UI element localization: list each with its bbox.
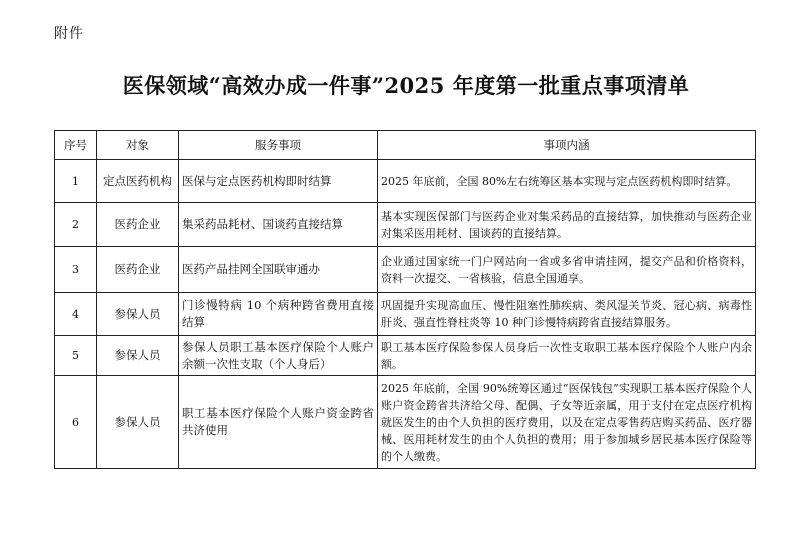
- row-object: 医药企业: [97, 247, 179, 293]
- row-object: 定点医药机构: [97, 160, 179, 203]
- attachment-label: 附件: [54, 26, 84, 42]
- row-object: 参保人员: [97, 293, 179, 336]
- row-service: 职工基本医疗保险个人账户资金跨省共济使用: [179, 376, 378, 469]
- row-service: 医药产品挂网全国联审通办: [179, 247, 378, 293]
- row-number: 2: [55, 203, 97, 247]
- row-object: 参保人员: [97, 336, 179, 376]
- table-row: [55, 376, 756, 469]
- row-number: 5: [55, 336, 97, 376]
- row-content: 巩固提升实现高血压、慢性阻塞性肺疾病、类风湿关节炎、冠心病、病毒性肝炎、强直性脊柱炎等 10 种门诊慢特病跨省直接结算服务。: [378, 293, 756, 336]
- table-row: [55, 203, 756, 247]
- row-content: 职工基本医疗保险参保人员身后一次性支取职工基本医疗保险个人账户内余额。: [378, 336, 756, 376]
- row-service: 集采药品耗材、国谈药直接结算: [179, 203, 378, 247]
- table-row: [55, 336, 756, 376]
- table-header-row: [55, 131, 756, 160]
- table-row: [55, 293, 756, 336]
- table-row: [55, 160, 756, 203]
- key-items-table: [54, 130, 756, 469]
- row-object: 参保人员: [97, 376, 179, 469]
- header-object: 对象: [97, 131, 179, 160]
- row-service: 参保人员职工基本医疗保险个人账户余额一次性支取（个人身后）: [179, 336, 378, 376]
- header-content: 事项内涵: [378, 131, 756, 160]
- row-object: 医药企业: [97, 203, 179, 247]
- row-content: 2025 年底前，全国 80%左右统筹区基本实现与定点医药机构即时结算。: [378, 160, 756, 203]
- table-row: [55, 247, 756, 293]
- row-number: 6: [55, 376, 97, 469]
- row-number: 1: [55, 160, 97, 203]
- row-content: 2025 年底前，全国 90%统筹区通过“医保钱包”实现职工基本医疗保险个人账户资金跨省共济给父母、配偶、子女等近亲属，用于支付在定点医疗机构就医发生的由个人负担的医疗费用，以及在定点零售药店购买药品、医疗器械、医用耗材发生的由个人负担的费用；用于参加城乡居民基本医疗保险等的个人缴费。: [378, 376, 756, 469]
- document-title: 医保领域“高效办成一件事”2025 年度第一批重点事项清单: [122, 73, 690, 98]
- row-service: 医保与定点医药机构即时结算: [179, 160, 378, 203]
- row-number: 4: [55, 293, 97, 336]
- row-number: 3: [55, 247, 97, 293]
- row-service: 门诊慢特病 10 个病种跨省费用直接结算: [179, 293, 378, 336]
- row-content: 基本实现医保部门与医药企业对集采药品的直接结算，加快推动与医药企业对集采医用耗材、国谈药的直接结算。: [378, 203, 756, 247]
- header-service: 服务事项: [179, 131, 378, 160]
- header-no: 序号: [55, 131, 97, 160]
- row-content: 企业通过国家统一门户网站向一省或多省申请挂网，提交产品和价格资料，资料一次提交、一省核验，信息全国通享。: [378, 247, 756, 293]
